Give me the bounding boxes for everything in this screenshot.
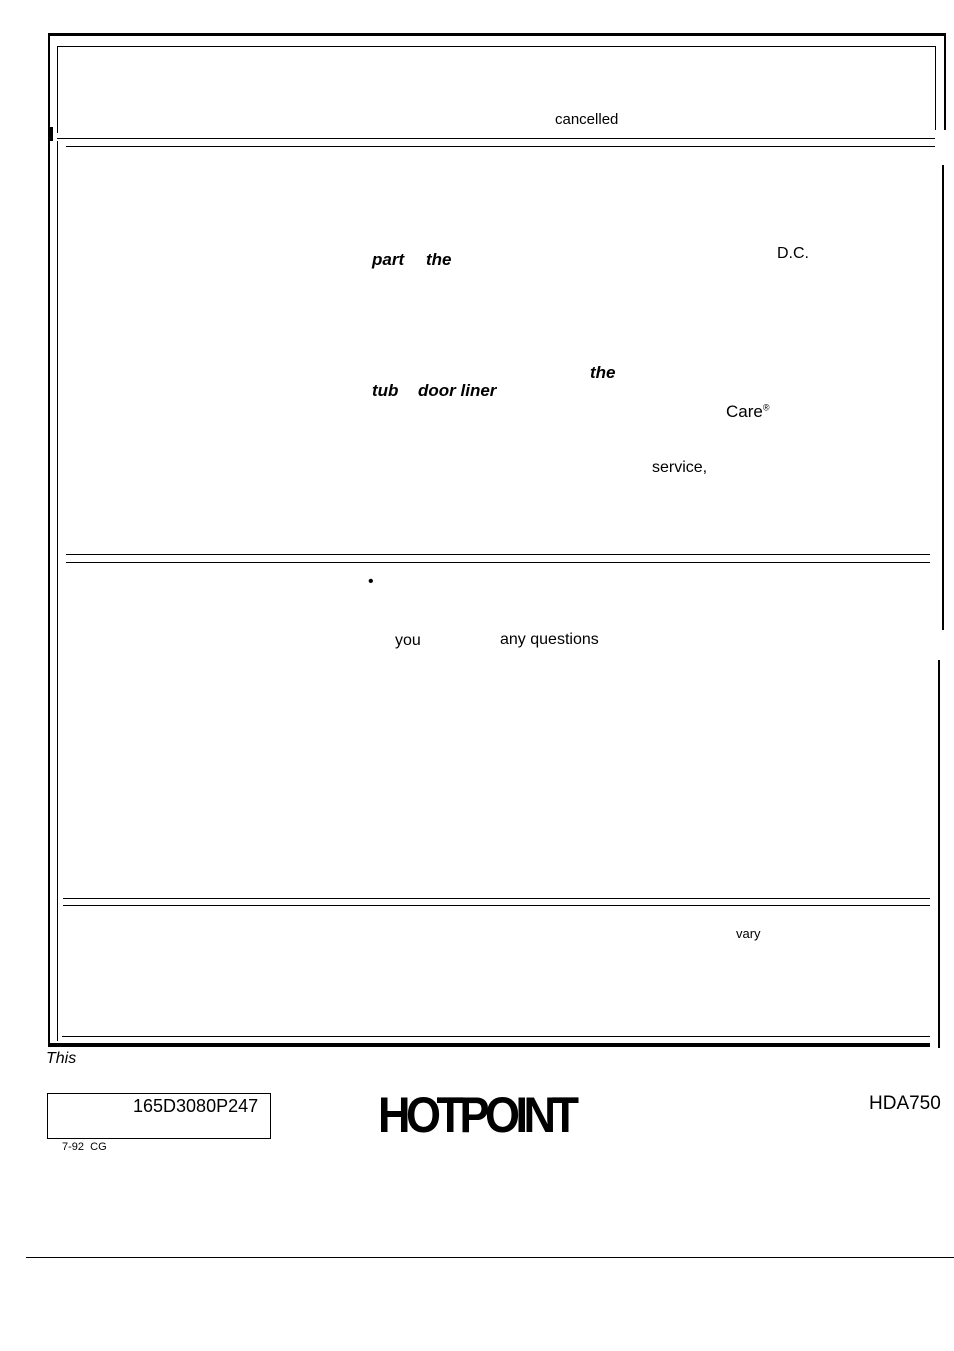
header-separator-bottom [66,146,935,147]
bullet-point: • [368,573,374,590]
you-text: you [395,632,421,649]
service-text: service, [652,459,708,476]
the-text-1: the [426,250,452,269]
cancelled-text: cancelled [555,111,619,128]
registered-mark: ® [762,402,770,413]
part-text: part [372,250,405,269]
frame-top-border [48,33,945,36]
frame-left-mark [48,127,53,141]
section-separator-2-top [66,554,930,555]
model-number: HDA750 [869,1093,941,1114]
door-liner-text: door liner [418,381,497,400]
frame-right-segment-2 [938,660,940,1048]
frame-bottom-inner-line [62,1036,930,1037]
section-separator-3-top [63,898,930,899]
section-separator-2-bottom [66,562,930,563]
frame-right-segment-1 [942,165,944,630]
hotpoint-logo: HOTPOINT [378,1087,575,1143]
dc-text: D.C. [777,245,809,262]
vary-text: vary [736,926,761,941]
frame-left-inner-border [57,46,58,133]
frame-inner-left-line [57,141,58,1041]
frame-bottom-border [48,1043,930,1047]
date-code: 7-92 CG [62,1141,107,1153]
this-text: This [46,1050,77,1067]
care-word: Care [726,402,763,421]
frame-right-inner-border-top [935,46,936,130]
frame-inner-top-line [57,46,936,47]
frame-right-border-top [944,33,946,130]
care-text [726,403,770,420]
frame-left-border [48,33,50,1045]
questions-text: any questions [500,631,599,648]
section-separator-3-bottom [63,905,930,906]
tub-text: tub [372,381,399,400]
the-text-2: the [590,363,616,382]
page-bottom-rule [26,1257,954,1258]
part-number: 165D3080P247 [133,1096,259,1116]
header-separator-top [57,138,935,139]
